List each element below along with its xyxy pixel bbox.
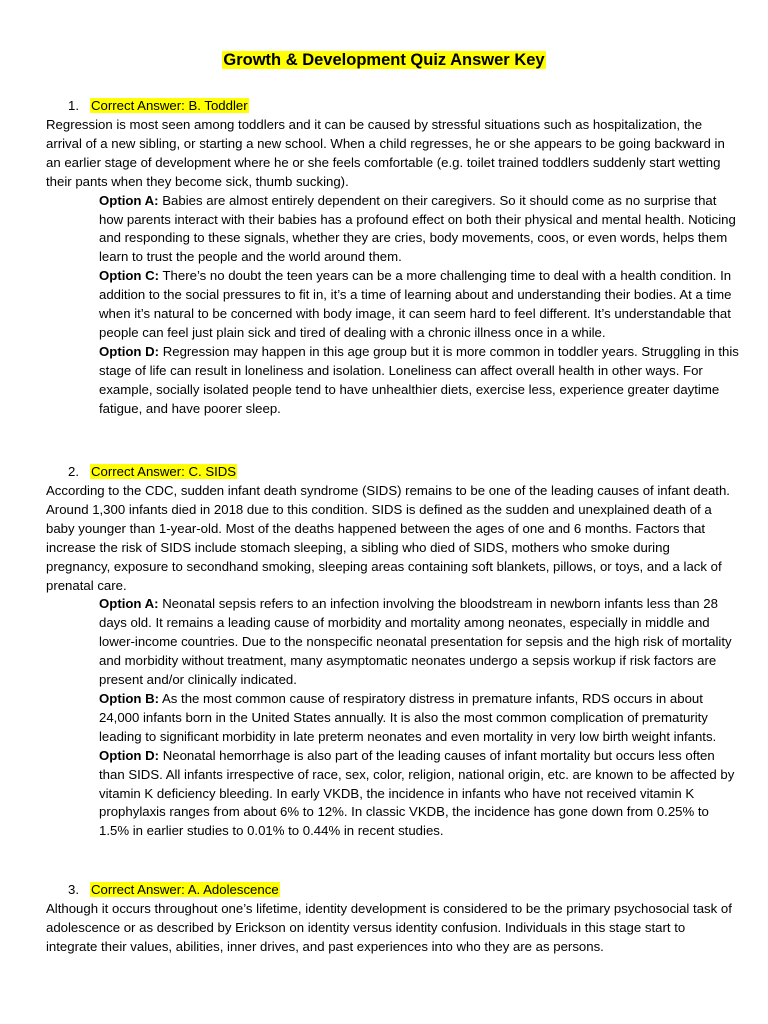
answer-explanation: Regression is most seen among toddlers and it can be caused by stressful situations such as hospitalization, the arrival of a new sibling, or starting a new school. When a child regresses, he or she appears to be going backward in an earlier stage of development where he or she feels comfortable (e.g. toilet trained toddlers suddenly start wetting their pants when they become sick, thumb sucking). bbox=[46, 117, 725, 189]
question-1 bbox=[46, 97, 739, 419]
question-2 bbox=[46, 463, 736, 841]
option-label: Option A: bbox=[99, 596, 159, 612]
answer-explanation: According to the CDC, sudden infant death syndrome (SIDS) remains to be one of the leading causes of infant death. Around 1,300 infants died in 2018 due to this condition. SIDS is defined as the sudden and unexplained death of a baby younger than 1-year-old. Most of the deaths happened between the ages of one and 6 months. Factors that increase the risk of SIDS include stomach sleeping, a sibling who died of SIDS, mothers who smoke during pregnancy, exposure to secondhand smoking, sleeping areas containing soft blankets, pillows, or toys, and a lack of prenatal care. bbox=[46, 483, 730, 593]
option-explanation bbox=[99, 343, 739, 419]
option-text: Neonatal hemorrhage is also part of the leading causes of infant mortality but occurs less often than SIDS. All infants irrespective of race, sex, color, religion, national origin, etc. are known to be affected by vitamin K deficiency bleeding. In early VKDB, the incidence in infants who have not received vitamin K prophylaxis ranges from about 6% to 12%. In classic VKDB, the incidence has gone down from 0.25% to 1.5% in earlier studies to 0.01% to 0.44% in recent studies. bbox=[99, 747, 735, 839]
correct-answer-label: Correct Answer: C. SIDS bbox=[91, 464, 237, 479]
option-label: Option D: bbox=[99, 747, 160, 763]
option-label: Option C: bbox=[99, 268, 160, 284]
option-label: Option D: bbox=[99, 343, 160, 359]
page-title: Growth & Development Quiz Answer Key bbox=[223, 51, 545, 69]
option-text: There’s no doubt the teen years can be a more challenging time to deal with a health condition. In addition to the social pressures to fit in, it’s a time of learning about and understanding their bodies. At a time when it’s natural to be concerned with body image, it can seem hard to feel different. It’s understandable that people can feel just plain sick and tired of dealing with a chronic illness once in a while. bbox=[99, 268, 732, 340]
option-text: Neonatal sepsis refers to an infection involving the bloodstream in newborn infants less than 28 days old. It remains a leading cause of morbidity and mortality among neonates, especially in middle and lower-income countries. Due to the nonspecific neonatal presentation for sepsis and the high risk of mortality and morbidity without treatment, many asymptomatic neonates undergo a sepsis workup if risk factors are present and/or clinically indicated. bbox=[99, 596, 732, 688]
correct-answer-label: Correct Answer: B. Toddler bbox=[91, 98, 248, 113]
option-explanation bbox=[99, 747, 739, 842]
option-text: Regression may happen in this age group but it is more common in toddler years. Struggling in this stage of life can result in loneliness and isolation. Loneliness can affect overall health in other ways. For example, socially isolated people tend to have unhealthier diets, exercise less, experience greater daytime fatigue, and have poorer sleep. bbox=[99, 343, 739, 416]
option-explanation bbox=[99, 192, 739, 268]
title-line bbox=[0, 49, 768, 71]
question-header bbox=[46, 97, 736, 116]
question-number: 3. bbox=[68, 882, 79, 897]
option-text: As the most common cause of respiratory distress in premature infants, RDS occurs in about 24,000 infants born in the United States annually. It is also the most common complication of prematurity leading to significant morbidity in late preterm neonates and even mortality in very low birth weight infants. bbox=[99, 690, 717, 744]
option-text: Babies are almost entirely dependent on their caregivers. So it should come as no surprise that how parents interact with their babies has a profound effect on both their physical and mental health. Noticing and responding to these signals, whether they are cries, body movements, coos, or even words, helps them learn to trust the people and the world around them. bbox=[99, 192, 736, 265]
question-header bbox=[46, 463, 736, 482]
option-explanation bbox=[99, 690, 739, 747]
question-3 bbox=[46, 881, 736, 957]
option-explanation bbox=[99, 595, 739, 690]
option-label: Option A: bbox=[99, 192, 159, 208]
answer-explanation: Although it occurs throughout one’s lifetime, identity development is considered to be the primary psychosocial task of adolescence or as described by Erickson on identity versus identity confusion. Individuals in this stage start to integrate their values, abilities, inner drives, and past experiences into who they are as persons. bbox=[46, 901, 732, 954]
option-explanation bbox=[99, 267, 739, 343]
question-number: 1. bbox=[68, 98, 79, 113]
option-label: Option B: bbox=[99, 690, 160, 706]
question-header bbox=[46, 881, 736, 900]
question-number: 2. bbox=[68, 464, 79, 479]
correct-answer-label: Correct Answer: A. Adolescence bbox=[91, 882, 279, 897]
